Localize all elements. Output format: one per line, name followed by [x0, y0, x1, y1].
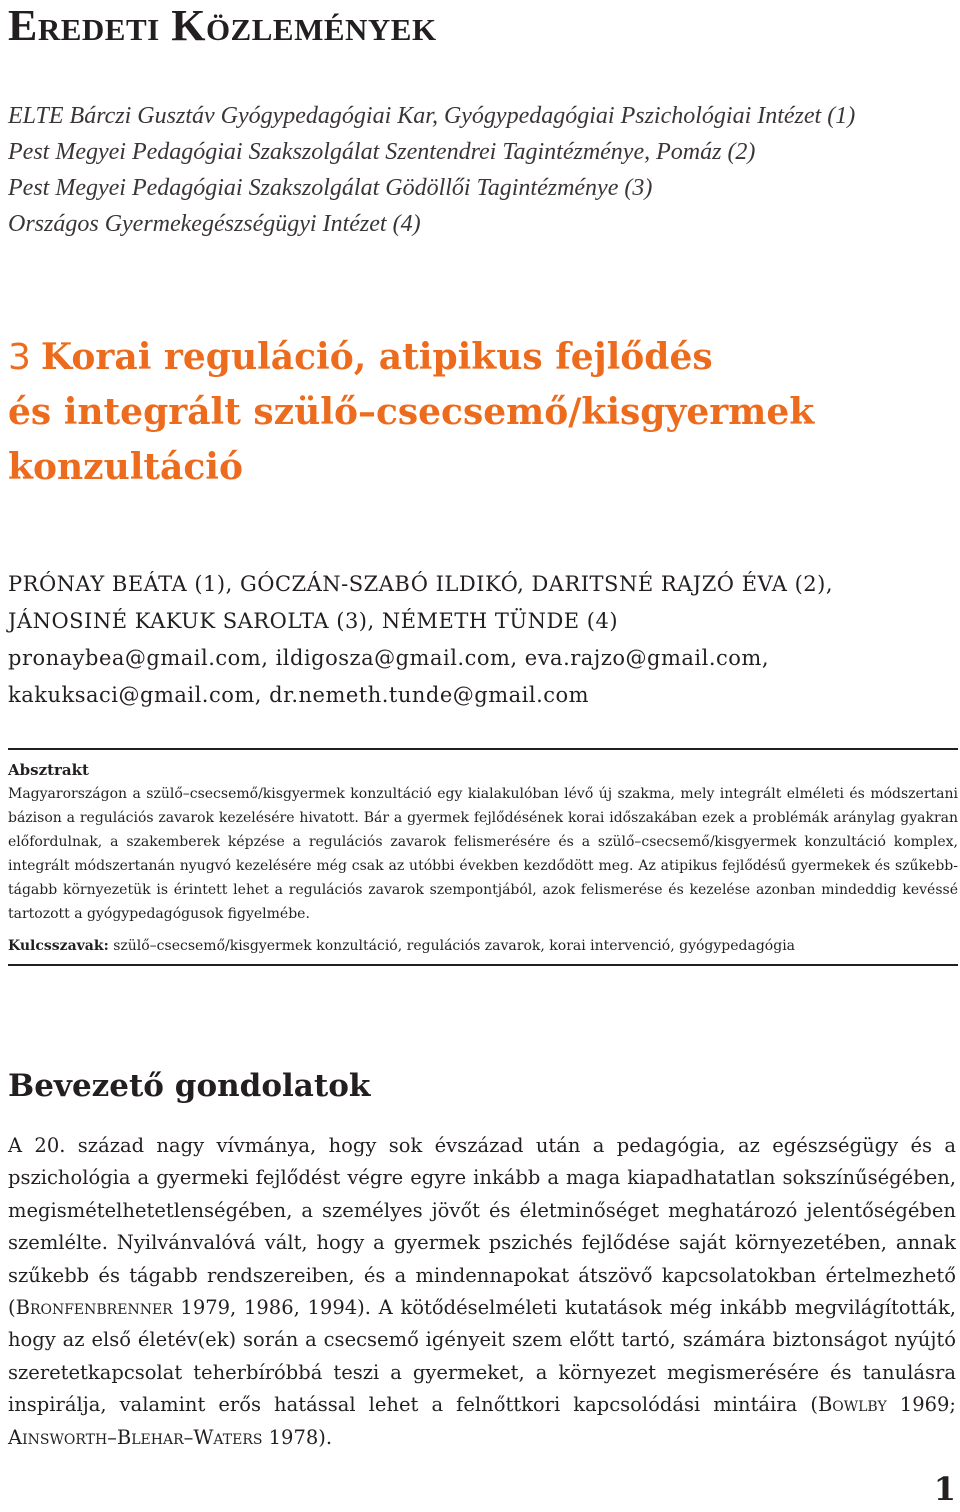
- abstract-heading: Absztrakt: [8, 761, 89, 779]
- abstract: [8, 758, 958, 926]
- keywords: [8, 934, 958, 958]
- keywords-text: szülő–csecsemő/kisgyermek konzultáció, regulációs zavarok, korai intervenció, gyógypedagógia: [108, 938, 796, 954]
- affiliation-4: Országos Gyermekegészségügyi Intézet (4): [8, 211, 421, 237]
- section-heading: Eredeti Közlemények: [8, 1, 437, 50]
- author-line-1: PRÓNAY BEÁTA (1), GÓCZÁN-SZABÓ ILDIKÓ, DARITSNÉ RAJZÓ ÉVA (2),: [8, 572, 834, 596]
- page-number: 1: [933, 1470, 956, 1508]
- email-line-2: kakuksaci@gmail.com, dr.nemeth.tunde@gmail.com: [8, 683, 590, 707]
- intro-text-4: 1978).: [262, 1425, 333, 1449]
- citation-bronfenbrenner: Bronfenbrenner: [15, 1296, 173, 1320]
- title-line-2: és integrált szülő–csecsemő/kisgyermek: [8, 391, 815, 433]
- abstract-top-rule: [8, 748, 958, 750]
- affiliation-2: Pest Megyei Pedagógiai Szakszolgálat Szentendrei Tagintézménye, Pomáz (2): [8, 139, 756, 165]
- citation-ainsworth: Ainsworth–Blehar–Waters: [8, 1425, 263, 1449]
- title-line-1: Korai reguláció, atipikus fejlődés: [40, 336, 713, 378]
- abstract-text: Magyarországon a szülő–csecsemő/kisgyermek konzultáció egy kialakulóban lévő új szakma, mely integrált elméleti és módszertani bázison a regulációs zavarok kezelésére hivatott. Bár a gyermek fejlődésének korai időszakában ezek a problémák aránylag gyakran előfordulnak, a szakemberek képzése a regulációs zavarok felismerésére és a szülő–csecsemő/kisgyermek konzultáció komplex, integrált módszertanán nyugvó kezelésére még csak az utóbbi években kezdődött meg. Az atipikus fejlődésű gyermekek és szűkebb-tágabb környezetük is érintett lehet a regulációs zavarok szempontjából, azok felismerése és kezelése azonban mindeddig kevéssé tartozott a gyógypedagógusok figyelmébe.: [8, 786, 958, 922]
- article-title: [8, 330, 952, 495]
- title-line-3: konzultáció: [8, 446, 243, 488]
- intro-text-2: 1979, 1986, 1994). A kötődéselméleti kutatások még inkább megvilágították, hogy az első életév(ek) során a csecsemő igényeit szem előtt tartó, számára biztonságot nyújtó szeretetkapcsolat teherbíróbbá teszi a gyermeket, a környezet megismerésére és tanulásra inspirálja, valamint erős hatással lehet a felnőttkori kapcsolódási mintáira (: [8, 1296, 956, 1417]
- citation-bowlby: Bowlby: [817, 1393, 887, 1417]
- intro-text-1: A 20. század nagy vívmánya, hogy sok évszázad után a pedagógia, az egészségügy és a pszichológia a gyermeki fejlődést végre egyre inkább a maga kiapadhatatlan sokszínűségében, megismételhetetlenségében, a személyes jövőt és életminőséget meghatározó jelentőségében szemlélte. Nyilvánvalóvá vált, hogy a gyermek pszichés fejlődése saját környezetében, annak szűkebb és tágabb rendszereiben, és a mindennapokat átszövő kapcsolatokban értelmezhető (: [8, 1134, 956, 1320]
- chapter-number: 3: [8, 337, 31, 378]
- author-line-2: JÁNOSINÉ KAKUK SAROLTA (3), NÉMETH TÜNDE (4): [8, 609, 619, 633]
- email-line-1: pronaybea@gmail.com, ildigosza@gmail.com, eva.rajzo@gmail.com,: [8, 646, 770, 670]
- affiliation-1: ELTE Bárczi Gusztáv Gyógypedagógiai Kar, Gyógypedagógiai Pszichológiai Intézet (1): [8, 103, 856, 129]
- intro-paragraph: [8, 1130, 956, 1454]
- intro-text-3: 1969;: [886, 1393, 956, 1417]
- intro-heading: Bevezető gondolatok: [8, 1068, 371, 1104]
- keywords-bottom-rule: [8, 964, 958, 966]
- affiliation-3: Pest Megyei Pedagógiai Szakszolgálat Gödöllői Tagintézménye (3): [8, 175, 653, 201]
- keywords-label: Kulcsszavak:: [8, 938, 109, 954]
- affiliations: [8, 98, 952, 242]
- authors-block: [8, 566, 952, 714]
